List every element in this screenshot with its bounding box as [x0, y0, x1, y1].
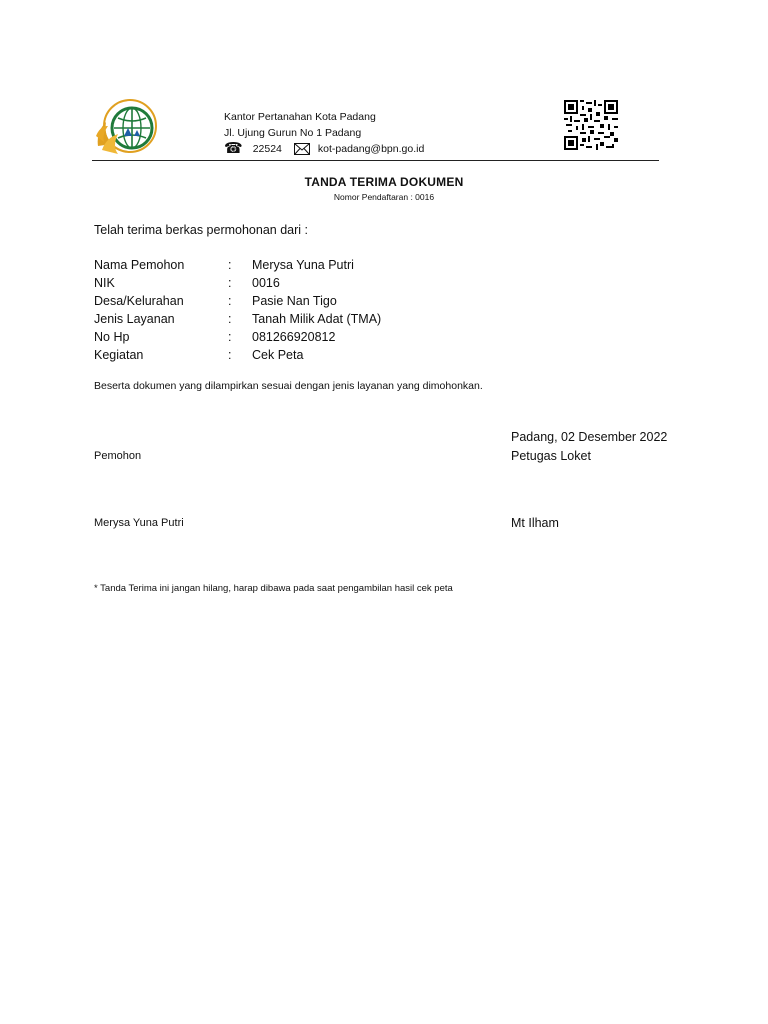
field-label: No Hp	[94, 330, 130, 344]
field-row-nik	[94, 274, 381, 292]
field-row-kegiatan	[94, 346, 381, 364]
place-date: Padang, 02 Desember 2022	[511, 430, 668, 444]
field-row-nama-pemohon	[94, 256, 381, 274]
field-label: Jenis Layanan	[94, 312, 175, 326]
field-row-desa-kelurahan	[94, 292, 381, 310]
field-label: Desa/Kelurahan	[94, 294, 184, 308]
envelope-icon	[294, 143, 310, 155]
office-name: Kantor Pertanahan Kota Padang	[224, 111, 376, 123]
applicant-role: Pemohon	[94, 450, 142, 462]
field-label: Kegiatan	[94, 348, 144, 362]
applicant-signature-name: Merysa Yuna Putri	[94, 517, 184, 529]
bpn-logo-icon	[92, 96, 160, 160]
field-value: 081266920812	[252, 330, 336, 344]
qr-code-icon	[564, 100, 618, 150]
document-title: TANDA TERIMA DOKUMEN	[304, 175, 464, 189]
field-value: 0016	[252, 276, 280, 290]
field-separator: :	[228, 312, 232, 326]
field-value: Cek Peta	[252, 348, 304, 362]
contact-line	[224, 141, 424, 157]
intro-text: Telah terima berkas permohonan dari :	[94, 223, 309, 237]
officer-signature-name: Mt Ilham	[511, 516, 559, 530]
field-separator: :	[228, 276, 232, 290]
field-value: Merysa Yuna Putri	[252, 258, 354, 272]
officer-role: Petugas Loket	[511, 449, 591, 463]
field-separator: :	[228, 348, 232, 362]
email-address: kot-padang@bpn.go.id	[317, 143, 425, 155]
field-label: NIK	[94, 276, 115, 290]
field-separator: :	[228, 258, 232, 272]
field-value: Tanah Milik Adat (TMA)	[252, 312, 382, 326]
phone-number: 22524	[252, 143, 282, 155]
footer-note: * Tanda Terima ini jangan hilang, harap dibawa pada saat pengambilan hasil cek peta	[94, 583, 453, 594]
field-row-jenis-layanan	[94, 310, 381, 328]
office-address: Jl. Ujung Gurun No 1 Padang	[224, 127, 362, 139]
applicant-fields	[94, 256, 381, 364]
telephone-icon: ☎	[224, 140, 243, 157]
registration-number: Nomor Pendaftaran : 0016	[333, 192, 435, 202]
closing-text: Beserta dokumen yang dilampirkan sesuai dengan jenis layanan yang dimohonkan.	[94, 380, 483, 392]
field-separator: :	[228, 294, 232, 308]
field-value: Pasie Nan Tigo	[252, 294, 337, 308]
field-row-no-hp	[94, 328, 381, 346]
field-label: Nama Pemohon	[94, 258, 185, 272]
field-separator: :	[228, 330, 232, 344]
header-divider	[92, 160, 659, 161]
